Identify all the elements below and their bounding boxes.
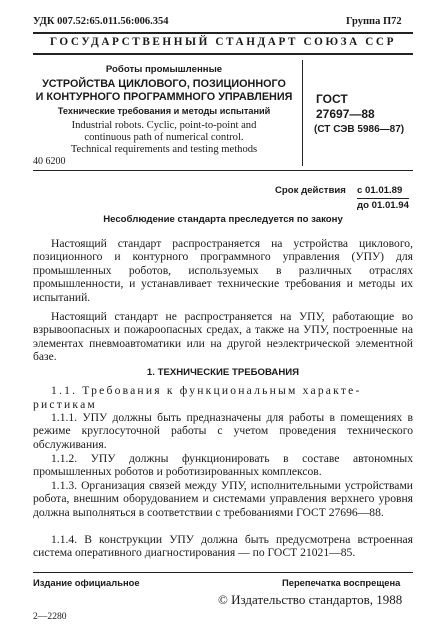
title-overline: Роботы промышленные bbox=[105, 64, 223, 75]
header-rule-top bbox=[33, 32, 413, 34]
clause-1-1-4: 1.1.4. В конструкции УПУ должна быть предусмотрена встроенная система оперативного диагностирования — по ГОСТ 21021—85. bbox=[33, 533, 413, 560]
subtitle-ru: Технические требования и методы испытаний bbox=[57, 106, 271, 116]
clause-1-1-3: 1.1.3. Организация связей между УПУ, исполнительными устройствами робота, внешним оборудованием и системами управления верхнего уровня должна выполняться в соответствии с требованиями ГОСТ 27696—88. bbox=[33, 479, 413, 519]
validity-to: до 01.01.94 bbox=[357, 200, 409, 211]
title-divider bbox=[302, 60, 303, 166]
sheet-mark: 2—2280 bbox=[33, 611, 67, 622]
intro-paragraph-2: Настоящий стандарт не распространяется на УПУ, работающие во взрывоопасных и пожароопасных средах, а также на УПУ, построенные на элементах пневмоавтоматики или на другой неэлектрической элементной базе. bbox=[33, 310, 413, 364]
validity-label: Срок действия bbox=[275, 185, 346, 196]
reprint-prohibited: Перепечатка воспрещена bbox=[282, 577, 401, 588]
intro-paragraph-1: Настоящий стандарт распространяется на устройства циклового, позиционного и контурного программного управления (УПУ) для промышленных роботов, используемых в различных отраслях промышленности, и устанавливает технические требования и методы их испытаний. bbox=[33, 237, 413, 304]
title-line-1: УСТРОЙСТВА ЦИКЛОВОГО, ПОЗИЦИОННОГО bbox=[42, 78, 286, 90]
copyright-line: © Издательство стандартов, 1988 bbox=[218, 592, 403, 607]
title-block-rule bbox=[33, 170, 413, 171]
okp-code: 40 6200 bbox=[33, 156, 66, 167]
validity-from: с 01.01.89 bbox=[357, 185, 403, 196]
gost-number: 27697—88 bbox=[316, 107, 375, 121]
gost-label: ГОСТ bbox=[316, 92, 348, 106]
clause-1-1-1: 1.1.1. УПУ должны быть предназначены для работы в помещениях в режиме круглосуточной работы с учетом проведения технического обслуживания. bbox=[33, 411, 413, 451]
title-en-line-2: continuous path of numerical control. bbox=[84, 132, 244, 143]
official-edition: Издание официальное bbox=[33, 577, 140, 588]
title-en-line-1: Industrial robots. Cyclic, point-to-point and bbox=[71, 120, 257, 131]
standard-type-heading: ГОСУДАРСТВЕННЫЙ СТАНДАРТ СОЮЗА ССР bbox=[49, 36, 397, 48]
title-line-2: И КОНТУРНОГО ПРОГРАММНОГО УПРАВЛЕНИЯ bbox=[35, 91, 293, 103]
legal-notice: Несоблюдение стандарта преследуется по закону bbox=[103, 214, 343, 225]
header-rule-bottom bbox=[33, 53, 413, 55]
clause-1-1-line-2: ристикам bbox=[33, 398, 97, 411]
section-1-heading: 1. ТЕХНИЧЕСКИЕ ТРЕБОВАНИЯ bbox=[146, 367, 300, 378]
footer-rule bbox=[33, 572, 413, 573]
sev-reference: (СТ СЭВ 5986—87) bbox=[314, 124, 405, 135]
title-en-line-3: Technical requirements and testing methods bbox=[70, 144, 258, 155]
clause-1-1-line-1: 1.1. Требования к функциональным характе- bbox=[51, 384, 362, 397]
group-code: Группа П72 bbox=[346, 16, 402, 27]
clause-1-1-2: 1.1.2. УПУ должны функционировать в составе автономных промышленных роботов и роботизированных комплексов. bbox=[33, 452, 413, 479]
udk-code: УДК 007.52:65.011.56:006.354 bbox=[33, 16, 169, 27]
